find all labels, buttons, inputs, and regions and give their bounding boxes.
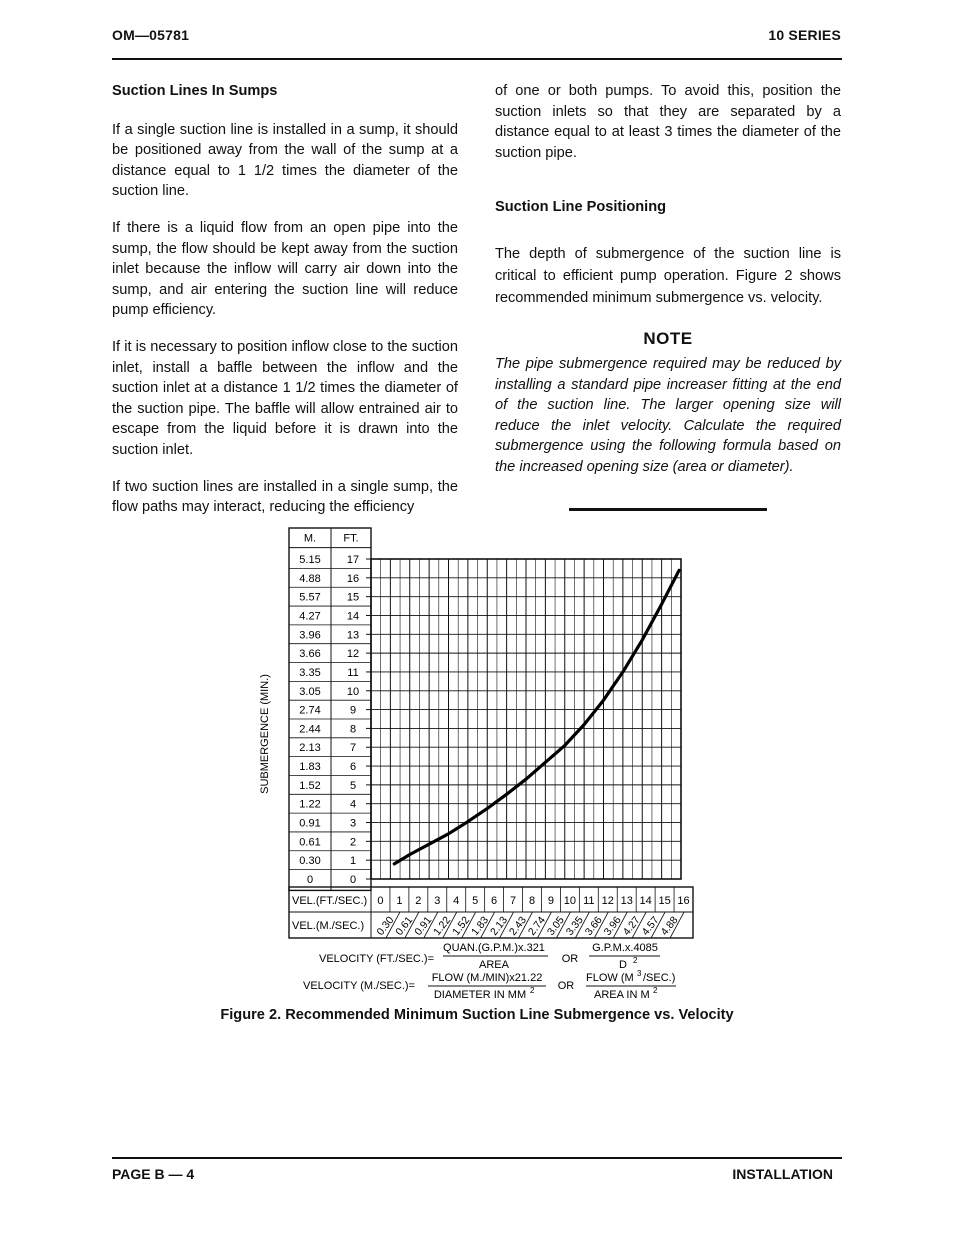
y-tick-label-m: 2.74 bbox=[299, 704, 321, 717]
y-tick-label-ft: 11 bbox=[347, 666, 359, 679]
x-tick-label-m: 3.96 bbox=[601, 914, 624, 938]
y-tick-label-m: 0.61 bbox=[299, 836, 321, 849]
x-tick-label-ft: 16 bbox=[677, 895, 690, 907]
y-tick-label-m: 3.35 bbox=[299, 666, 321, 679]
y-tick-label-m: 0.91 bbox=[299, 817, 321, 830]
x-tick-label-ft: 13 bbox=[620, 895, 633, 907]
section-heading-positioning: Suction Line Positioning bbox=[495, 199, 667, 216]
y-tick-label-m: 5.57 bbox=[299, 591, 321, 604]
y-tick-label-m: 0.30 bbox=[299, 855, 321, 868]
x-tick-label-m: 0.91 bbox=[412, 914, 435, 938]
x-tick-label-ft: 15 bbox=[658, 895, 671, 907]
page-number: PAGE B — 4 bbox=[112, 1166, 195, 1182]
figure-caption: Figure 2. Recommended Minimum Suction Line Submergence vs. Velocity bbox=[220, 1007, 734, 1023]
formula-or: OR bbox=[561, 953, 579, 965]
x-axis-label-m: VEL.(M./SEC.) bbox=[292, 920, 365, 932]
y-tick-label-ft: 16 bbox=[346, 572, 360, 585]
superscript: 2 bbox=[633, 956, 638, 965]
x-tick-label-m: 4.88 bbox=[658, 914, 681, 938]
x-tick-label-m: 0.30 bbox=[374, 914, 397, 938]
paragraph: If a single suction line is installed in a sump, it should be positioned away from the wall of the sump at a distance equal to 1 1/2 times the diameter of the suction line. bbox=[112, 121, 458, 200]
section-heading-sumps: Suction Lines In Sumps bbox=[112, 83, 278, 99]
x-tick-label-m: 0.61 bbox=[393, 914, 416, 938]
y-tick-label-ft: 12 bbox=[346, 648, 360, 661]
x-tick-label-ft: 0 bbox=[377, 895, 384, 907]
x-tick-label-m: 2.74 bbox=[525, 914, 548, 938]
formula-m-label: VELOCITY (M./SEC.)= bbox=[303, 980, 415, 992]
x-tick-label-ft: 3 bbox=[434, 895, 441, 907]
y-tick-label-m: 4.88 bbox=[299, 572, 321, 585]
paragraph: The depth of submergence of the suction line is critical to efficient pump operation. Figure 2 shows recommended minimum submergence vs. velocity. bbox=[495, 245, 841, 306]
y-table-header-ft: FT. bbox=[343, 532, 359, 545]
x-axis-label-ft: VEL.(FT./SEC.) bbox=[292, 895, 368, 907]
y-table-header-m: M. bbox=[303, 532, 317, 545]
superscript: 2 bbox=[530, 986, 535, 995]
x-tick-label-ft: 10 bbox=[563, 895, 577, 907]
paragraph: of one or both pumps. To avoid this, position the suction inlets so that they are separated by a distance equal to at least 3 times the diameter of the suction pipe. bbox=[495, 83, 841, 161]
formula-or: OR bbox=[557, 980, 575, 992]
paragraph: If there is a liquid flow from an open pipe into the sump, the flow should be kept away from the suction inlet because the inflow will carry air down into the sump, and air entering the suction line will reduce pump efficiency. bbox=[112, 219, 458, 319]
x-tick-label-ft: 5 bbox=[472, 895, 479, 907]
formula-ft-label: VELOCITY (FT./SEC.)= bbox=[319, 953, 435, 965]
x-tick-label-m: 1.83 bbox=[469, 914, 492, 938]
formula-m-denominator-2: AREA IN M bbox=[594, 989, 650, 1001]
superscript: 2 bbox=[653, 986, 658, 995]
y-tick-label-m: 3.05 bbox=[299, 685, 321, 698]
y-tick-label-m: 3.96 bbox=[299, 629, 321, 642]
x-tick-label-m: 4.57 bbox=[639, 914, 662, 938]
paragraph: If it is necessary to position inflow close to the suction inlet, install a baffle between the inflow and the suction inlet at a distance 1 1/2 times the diameter of the suction pipe. The baffle will allow entrained air to escape from the liquid before it is drawn into the suction inlet. bbox=[112, 338, 458, 458]
section-name: INSTALLATION bbox=[732, 1166, 833, 1182]
x-tick-label-m: 3.35 bbox=[563, 914, 586, 938]
note-text: The pipe submergence required may be reduced by installing a standard pipe increaser fitting at the end of the suction line. The larger opening size will reduce the inlet velocity. Calculate the required submergence using the following formula based on the increased opening size (area or diameter). bbox=[495, 355, 841, 475]
formula-m-numerator-2a: FLOW (M bbox=[586, 972, 634, 984]
y-tick-label-m: 4.27 bbox=[299, 610, 321, 623]
y-tick-label-ft: 6 bbox=[349, 761, 357, 774]
series-label: 10 SERIES bbox=[768, 27, 841, 43]
y-tick-label-ft: 5 bbox=[349, 779, 357, 792]
x-tick-label-ft: 4 bbox=[453, 895, 460, 907]
x-tick-label-m: 1.22 bbox=[431, 914, 454, 938]
superscript: 3 bbox=[637, 969, 642, 978]
x-tick-label-m: 1.52 bbox=[450, 914, 473, 938]
x-tick-label-ft: 12 bbox=[601, 895, 614, 907]
y-tick-label-ft: 17 bbox=[346, 554, 360, 566]
formula-m-denominator: DIAMETER IN MM bbox=[433, 989, 527, 1001]
y-tick-label-ft: 13 bbox=[346, 629, 360, 642]
y-tick-label-m: 1.83 bbox=[299, 761, 321, 774]
y-axis-label: SUBMERGENCE (MIN.) bbox=[259, 674, 271, 794]
formula-ft-denominator-2: D bbox=[619, 959, 627, 971]
y-tick-label-m: 5.15 bbox=[299, 554, 321, 566]
y-tick-label-m: 1.22 bbox=[299, 798, 321, 811]
footer-rule bbox=[112, 1157, 842, 1159]
formula-m-numerator: FLOW (M./MIN)x21.22 bbox=[431, 972, 543, 984]
x-tick-label-ft: 9 bbox=[547, 895, 555, 907]
y-tick-label-m: 3.66 bbox=[299, 648, 321, 661]
x-tick-label-m: 4.27 bbox=[620, 914, 643, 938]
x-tick-label-ft: 1 bbox=[396, 895, 403, 907]
y-tick-label-m: 2.13 bbox=[299, 742, 321, 755]
y-tick-label-ft: 4 bbox=[349, 798, 357, 811]
formula-m-numerator-2b: /SEC.) bbox=[643, 972, 676, 984]
formula-ft-numerator-2: G.P.M.x.4085 bbox=[592, 942, 658, 954]
y-tick-label-ft: 15 bbox=[346, 591, 360, 604]
x-tick-label-m: 3.05 bbox=[544, 914, 567, 938]
x-tick-label-ft: 8 bbox=[528, 895, 536, 907]
x-tick-label-ft: 7 bbox=[509, 895, 517, 907]
paragraph: If two suction lines are installed in a single sump, the flow paths may interact, reducing the efficiency bbox=[112, 478, 458, 516]
doc-number: OM—05781 bbox=[112, 27, 190, 43]
y-tick-label-ft: 0 bbox=[349, 874, 357, 886]
formula-ft-denominator: AREA bbox=[479, 959, 509, 971]
y-tick-label-m: 1.52 bbox=[299, 779, 321, 792]
y-tick-label-ft: 10 bbox=[346, 685, 360, 698]
submergence-curve bbox=[394, 570, 679, 864]
y-tick-label-ft: 7 bbox=[349, 742, 357, 755]
y-tick-label-ft: 14 bbox=[346, 610, 360, 623]
x-tick-label-m: 2.43 bbox=[506, 914, 530, 938]
x-tick-label-ft: 6 bbox=[491, 895, 498, 907]
x-tick-label-ft: 2 bbox=[415, 895, 422, 907]
y-tick-label-ft: 2 bbox=[349, 836, 357, 849]
y-tick-label-ft: 1 bbox=[349, 855, 357, 868]
y-tick-label-m: 2.44 bbox=[299, 723, 321, 736]
x-tick-label-ft: 14 bbox=[639, 895, 652, 907]
x-tick-label-ft: 11 bbox=[583, 895, 595, 907]
y-tick-label-ft: 8 bbox=[349, 723, 357, 736]
x-tick-label-m: 3.66 bbox=[582, 914, 605, 938]
y-tick-label-ft: 3 bbox=[349, 817, 357, 830]
y-tick-label-ft: 9 bbox=[349, 704, 357, 717]
formula-ft-numerator: QUAN.(G.P.M.)x.321 bbox=[443, 942, 545, 954]
x-tick-label-m: 2.13 bbox=[488, 914, 511, 938]
note-title: NOTE bbox=[643, 329, 693, 349]
y-tick-label-m: 0 bbox=[306, 874, 314, 886]
